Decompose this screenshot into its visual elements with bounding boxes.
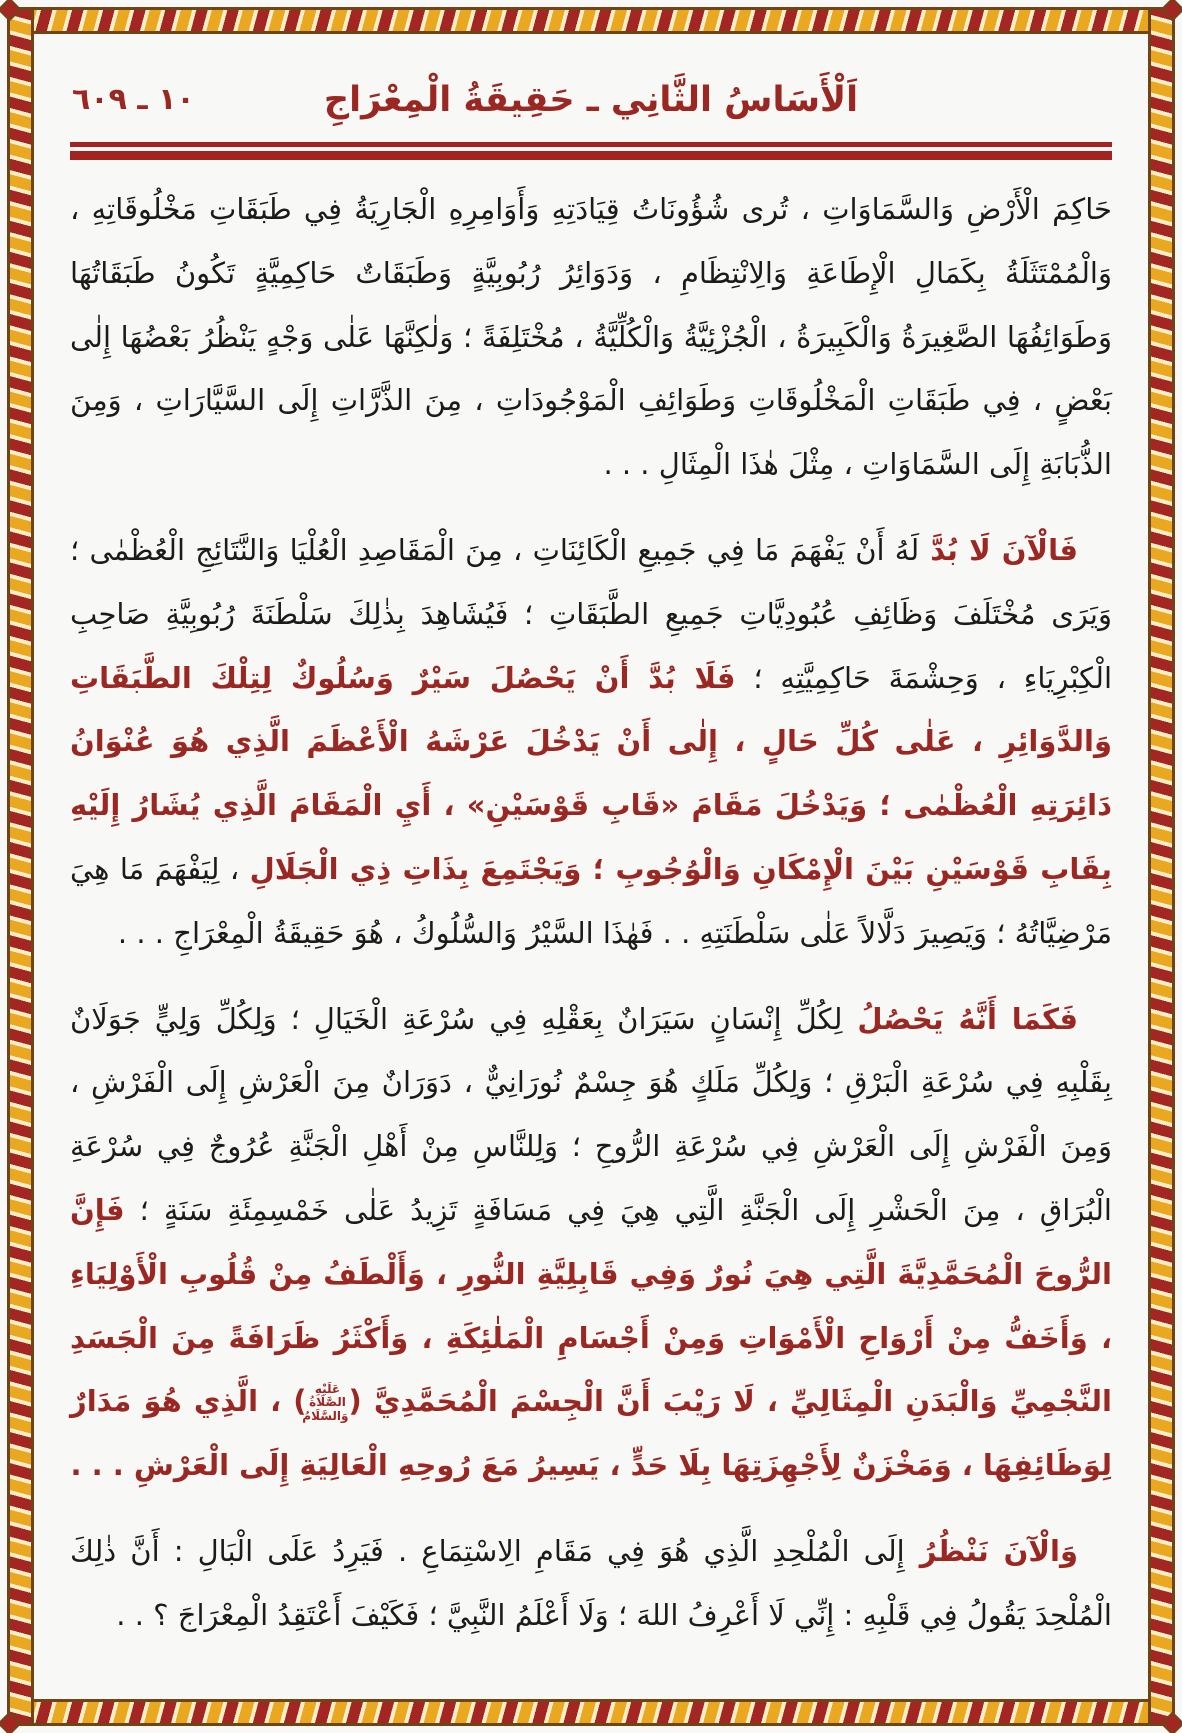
text-segment-black: لِكُلِّ إِنْسَانٍ سَيَرَانٌ بِعَقْلِهِ فِي سُرْعَةِ الْخَيَالِ ؛ وَلِكُلِّ وَلِيٍّ جَوَلَانٌ بِقَلْبِهِ فِي سُرْعَةِ الْبَرْقِ ؛ وَلِكُلِّ مَلَكٍ هُوَ جِسْمٌ نُورَانِيٌّ ، دَوَرَانٌ مِنَ الْعَرْشِ إِلَى الْفَرْشِ ، وَمِنَ الْفَرْشِ إِلَى الْعَرْشِ فِي سُرْعَةِ الرُّوحِ ؛ وَلِلنَّاسِ مِنْ أَهْلِ الْجَنَّةِ عُرُوجٌ فِي سُرْعَةِ الْبُرَاقِ ، مِنَ الْحَشْرِ إِلَى الْجَنَّةِ الَّتِي هِيَ فِي مَسَافَةٍ تَزِيدُ عَلٰى خَمْسِمِئَةِ سَنَةٍ ؛ <box>70 1001 1112 1227</box>
text-segment-red: فَالْآنَ لَا بُدَّ <box>919 532 1079 567</box>
text-segment-red: ) ، الَّذِي هُوَ مَدَارٌ لِوَظَائِفِهَا ، وَمَخْزَنٌ لِأَجْهِزَتِهَا بِلَا حَدٍّ ، يَسِيرُ مَعَ رُوحِهِ الْعَالِيَةِ إِلَى الْعَرْشِ . . . <box>70 1384 1112 1483</box>
paragraph <box>70 178 1112 497</box>
body-text <box>70 178 1112 1648</box>
page-number: ١٠ ـ ٦٠٩ <box>72 82 195 117</box>
divider-thick-line <box>70 151 1112 160</box>
text-segment-black: لَهُ أَنْ يَفْهَمَ مَا فِي جَمِيعِ الْكَائِنَاتِ ، مِنَ الْمَقَاصِدِ الْعُلْيَا وَالنَّتَائِجِ الْعُظْمٰى ؛ وَيَرَى مُخْتَلَفَ وَظَائِفِ عُبُودِيَّاتِ جَمِيعِ الطَّبَقَاتِ ؛ فَيُشَاهِدَ بِذٰلِكَ سَلْطَنَةَ رُبُوبِيَّةِ صَاحِبِ الْكِبْرِيَاءِ ، وَحِشْمَةَ حَاكِمِيَّتِهِ ؛ <box>70 532 1112 695</box>
paragraph <box>70 519 1112 966</box>
paragraph <box>70 1520 1112 1648</box>
paragraph <box>70 988 1112 1498</box>
text-segment-black: إِلَى الْمُلْحِدِ الَّذِي هُوَ فِي مَقَامِ الِاسْتِمَاعِ . فَيَرِدُ عَلَى الْبَالِ : أَنَّ ذٰلِكَ الْمُلْحِدَ يَقُولُ فِي قَلْبِهِ : إِنِّي لَا أَعْرِفُ اللهَ ؛ وَلَا أَعْلَمُ النَّبِيَّ ؛ فَكَيْفَ أَعْتَقِدُ الْمِعْرَاجَ ؟ . . <box>70 1533 1112 1632</box>
text-segment-black: ، لِيَفْهَمَ مَا هِيَ مَرْضِيَّاتُهُ ؛ وَيَصِيرَ دَلَّالاً عَلٰى سَلْطَنَتِهِ . . فَهٰذَا السَّيْرُ وَالسُّلُوكُ ، هُوَ حَقِيقَةُ الْمِعْرَاجِ . . . <box>70 851 1112 950</box>
honorific-seal: عَلَيْهِ الصَّلَاةُ وَالسَّلَامُ <box>302 1381 349 1424</box>
page-header <box>70 70 1112 130</box>
ornamental-border-left <box>7 7 34 1726</box>
text-segment-red: فَإِنَّ الرُّوحَ الْمُحَمَّدِيَّةَ الَّتِي هِيَ نُورٌ وَفِي قَابِلِيَّةِ النُّورِ ، وَأَلْطَفُ مِنْ قُلُوبِ الْأَوْلِيَاءِ ، وَأَخَفُّ مِنْ أَرْوَاحِ الْأَمْوَاتِ وَمِنْ أَجْسَامِ الْمَلٰئِكَةِ ، وَأَكْثَرُ ظَرَافَةً مِنَ الْجَسَدِ النَّجْمِيِّ وَالْبَدَنِ الْمِثَالِيِّ ، لَا رَيْبَ أَنَّ الْجِسْمَ الْمُحَمَّدِيَّ ( <box>70 1192 1113 1419</box>
header-divider <box>70 142 1112 160</box>
text-segment-black: حَاكِمَ الْأَرْضِ وَالسَّمَاوَاتِ ، تُرى شُؤُونَاتُ قِيَادَتِهِ وَأَوَامِرِهِ الْجَارِيَةُ فِي طَبَقَاتِ مَخْلُوقَاتِهِ ، وَالْمُمْتَثَلَةُ بِكَمَالِ الْإِطَاعَةِ وَالِانْتِظَامِ ، وَدَوَائِرُ رُبُوبِيَّةٍ وَطَبَقَاتٌ حَاكِمِيَّةٍ تَكُونُ طَبَقَاتُهَا وَطَوَائِفُهَا الصَّغِيرَةُ وَالْكَبِيرَةُ ، الْجُزْئِيَّةُ وَالْكُلِّيَّةُ ، مُخْتَلِفَةً ؛ وَلٰكِنَّهَا عَلٰى وَجْهٍ يَنْظُرُ بَعْضُهَا إِلٰى بَعْضٍ ، فِي طَبَقَاتِ الْمَخْلُوقَاتِ وَطَوَائِفِ الْمَوْجُودَاتِ ، مِنَ الذَّرَّاتِ إِلَى السَّيَّارَاتِ ، وَمِنَ الذُّبَابَةِ إِلَى السَّمَاوَاتِ ، مِثْلَ هٰذَا الْمِثَالِ . . . <box>70 192 1112 482</box>
ornamental-border-bottom <box>7 1699 1175 1726</box>
text-segment-red: فَكَمَا أَنَّهُ يَحْصُلُ <box>842 1001 1078 1036</box>
ornamental-border-right <box>1148 7 1175 1726</box>
page-title: اَلْأَسَاسُ الثَّانِي ـ حَقِيقَةُ الْمِعْرَاجِ <box>323 80 859 120</box>
text-segment-red: وَالْآنَ نَنْظُرُ <box>904 1533 1078 1568</box>
page-content <box>70 70 1112 1670</box>
ornamental-border-top <box>7 7 1175 34</box>
text-segment-red: فَلَا بُدَّ أَنْ يَحْصُلَ سَيْرٌ وَسُلُوكٌ لِتِلْكَ الطَّبَقَاتِ وَالدَّوَائِرِ ، عَلٰى كُلِّ حَالٍ ، إِلٰى أَنْ يَدْخُلَ عَرْشَهُ الْأَعْظَمَ الَّذِي هُوَ عُنْوَانُ دَائِرَتِهِ الْعُظْمٰى ؛ وَيَدْخُلَ مَقَامَ «قَابِ قَوْسَيْنِ» ، أَيِ الْمَقَامَ الَّذِي يُشَارُ إِلَيْهِ بِقَابِ قَوْسَيْنِ بَيْنَ الْإِمْكَانِ وَالْوُجُوبِ ؛ وَيَجْتَمِعَ بِذَاتِ ذِي الْجَلَالِ <box>70 660 1112 886</box>
